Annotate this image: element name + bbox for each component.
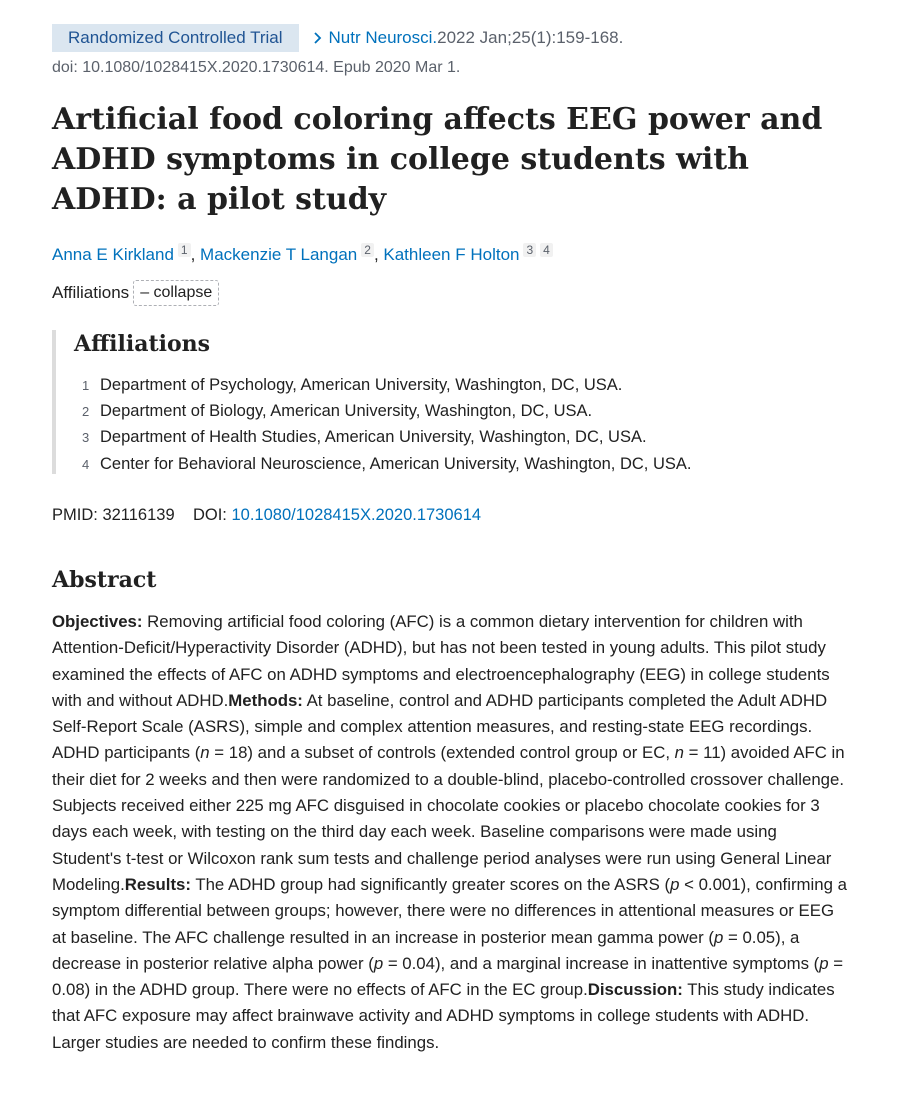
pmid-value: 32116139 [102,506,175,524]
methods-label: Methods: [228,690,303,710]
affiliation-item [74,425,854,451]
affiliation-ref[interactable]: 3 [523,243,536,257]
citation-details: 2022 Jan;25(1):159-168. [437,28,624,47]
affiliation-number: 2 [82,403,90,419]
objectives-text: Removing artificial food coloring (AFC) is a common dietary intervention for children with Attention-Deficit/Hyperactivity Disorder (ADHD), but has not been tested in young adults. This pilot study examined the effects of AFC on ADHD symptoms and electroencephalography (EEG) in college students with and without ADHD. [52,612,830,710]
affiliations-toggle-row [52,280,219,306]
article-title: Artificial food coloring affects EEG power and ADHD symptoms in college students with ADHD: a pilot study [52,102,823,217]
p-symbol: p [670,874,680,894]
results-text: The ADHD group had significantly greater scores on the ASRS ( [190,874,671,894]
affiliation-number: 3 [82,430,90,446]
n-symbol: n [200,743,210,763]
results-text: < 0.001), confirming a symptom differential between groups; however, there were no differences in attentional measures or EEG at baseline. The AFC challenge resulted in an increase in posterior mean gamma power ( [52,874,847,947]
affiliations-list [74,372,854,477]
affiliation-text: Department of Biology, American University, Washington, DC, USA. [100,401,593,420]
affiliation-ref[interactable]: 1 [178,243,191,257]
objectives-label: Objectives: [52,612,143,631]
doi-label: DOI: [192,506,227,524]
methods-text: = 11) avoided AFC in their diet for 2 weeks and then were randomized to a double-blind, placebo-controlled crossover challenge. Subjects received either 225 mg AFC disguised in chocolate cookies or placebo chocolate cookies for 3 days each week, with testing on the third day each week. Baseline comparisons were made using Student's t-test or Wilcoxon rank sum tests and challenge period analyses were run using General Linear Modeling. [52,743,845,894]
chevron-right-icon [311,31,325,45]
affiliation-ref[interactable]: 2 [361,243,374,257]
p-symbol: p [373,953,384,973]
results-text: = 0.08) in the ADHD group. There were no effects of AFC in the EC group. [52,953,844,1000]
author-link[interactable]: Mackenzie T Langan [200,245,358,264]
discussion-label: Discussion: [587,980,683,1000]
article-identifiers [52,506,481,525]
journal-citation [311,28,624,48]
affiliation-number: 1 [82,377,90,393]
affiliation-text: Center for Behavioral Neuroscience, American University, Washington, DC, USA. [100,454,692,473]
author-link[interactable]: Anna E Kirkland [52,245,174,264]
p-symbol: p [819,953,829,973]
abstract-body [52,609,850,1056]
publication-type-badge: Randomized Controlled Trial [52,24,299,52]
affiliation-item [74,372,854,398]
affiliations-panel [52,330,854,474]
methods-text: At baseline, control and ADHD participants completed the Adult ADHD Self-Report Scale (ASRS), simple and complex attention measures, and resting-state EEG recordings. ADHD participants ( [52,690,828,763]
affiliations-heading: Affiliations [74,331,211,357]
affiliation-item [74,451,854,477]
results-text: = 0.05), a decrease in posterior relative alpha power ( [52,927,800,973]
results-text: = 0.04), and a marginal increase in inattentive symptoms ( [383,953,820,973]
affiliation-item [74,398,854,424]
doi-epub-line: doi: 10.1080/1028415X.2020.1730614. Epub 2020 Mar 1. [52,59,461,76]
affiliation-text: Department of Psychology, American University, Washington, DC, USA. [100,375,623,394]
article-meta-row [52,24,623,52]
discussion-text: This study indicates that AFC exposure may affect brainwave activity and ADHD symptoms in college students with ADHD. Larger studies are needed to confirm these findings. [52,980,835,1052]
affiliation-ref[interactable]: 4 [540,243,553,257]
journal-link[interactable]: Nutr Neurosci. [328,28,438,47]
author-link[interactable]: Kathleen F Holton [383,245,520,264]
affiliation-text: Department of Health Studies, American University, Washington, DC, USA. [100,428,647,447]
affiliations-label: Affiliations [52,283,130,302]
pmid-label: PMID: [52,506,98,524]
abstract-heading: Abstract [52,567,157,593]
doi-link[interactable]: 10.1080/1028415X.2020.1730614 [231,506,482,524]
collapse-affiliations-button[interactable]: – collapse [133,280,219,306]
methods-text: = 18) and a subset of controls (extended control group or EC, [209,743,675,763]
results-label: Results: [124,874,191,894]
affiliation-number: 4 [82,456,90,472]
author-list: Anna E Kirkland 1 , Mackenzie T Langan 2 , Kathleen F Holton 3 4 [52,243,553,265]
n-symbol: n [674,743,684,763]
p-symbol: p [713,927,724,947]
